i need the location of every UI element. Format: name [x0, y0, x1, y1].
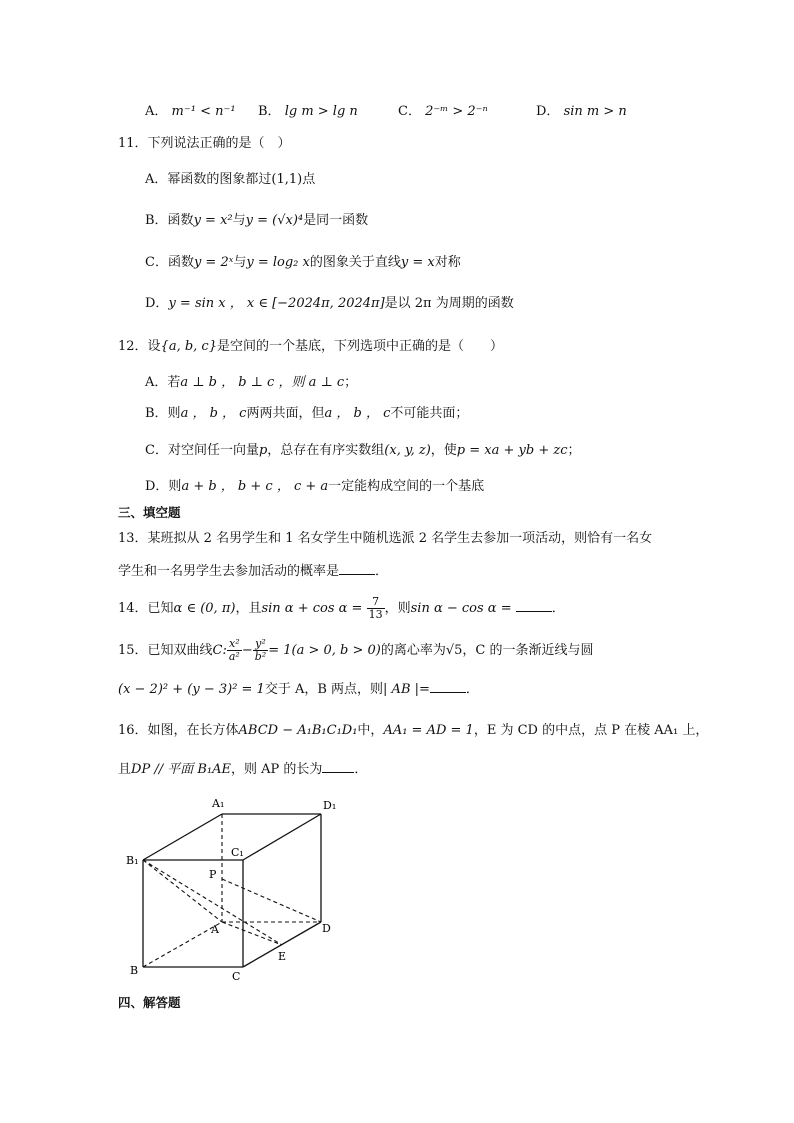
- label-a: A: [211, 923, 219, 936]
- q11-option-b: B．函数y = x²与y = (√x)⁴是同一函数: [145, 213, 369, 228]
- cuboid-figure: [118, 792, 358, 984]
- q13-answer-blank[interactable]: [339, 562, 375, 575]
- label-c: C: [232, 970, 241, 983]
- q10-option-b: B． lg m > lg n: [258, 104, 358, 119]
- q14: 14．已知α ∈ (0, π)，且sin α + cos α = $\frac{7}{13}$ ，则sin α − cos α = ．: [118, 595, 565, 621]
- q14-answer-blank[interactable]: [516, 599, 552, 612]
- q13-line2: 学生和一名男学生去参加活动的概率是 ．: [118, 564, 389, 579]
- q12-option-d: D．则a + b ， b + c ， c + a一定能构成空间的一个基底: [145, 479, 485, 494]
- q10-option-c: C． 2⁻ᵐ > 2⁻ⁿ: [398, 104, 488, 119]
- q12-option-c: C．对空间任一向量p，总存在有序实数组(x, y, z)，使p = xa + yb + zc；: [145, 443, 581, 458]
- q11-option-a: A．幂函数的图象都过(1,1)点: [145, 172, 316, 187]
- q10-option-d: D． sin m > n: [536, 104, 627, 119]
- q12-stem: 12．设{a, b, c}是空间的一个基底，下列选项中正确的是（ ）: [118, 339, 503, 354]
- q12-option-b: B．则a ， b ， c两两共面，但a ， b ， c不可能共面；: [145, 406, 469, 421]
- label-b: B: [130, 964, 139, 977]
- q16-answer-blank[interactable]: [322, 760, 354, 773]
- q15-line2: (x − 2)² + (y − 3)² = 1交于 A，B 两点，则| AB |= ．: [118, 682, 479, 697]
- segment-p-d: [222, 879, 321, 922]
- section-heading-fill-in: 三、填空题: [118, 505, 181, 520]
- label-e: E: [278, 950, 287, 963]
- edge-d1-c1: [243, 814, 321, 860]
- q11-option-c: C．函数y = 2ˣ与y = log₂ x的图象关于直线y = x对称: [145, 255, 461, 270]
- q11-option-d: D．y = sin x ， x ∈ [−2024π, 2024π]是以 2π 为周期的函数: [145, 296, 514, 311]
- label-c1: C₁: [231, 846, 244, 859]
- edge-b1-a1: [143, 814, 222, 860]
- label-p: P: [209, 868, 217, 881]
- q15-fraction-y: $\frac{\text{y²}}{\text{b²}}$: [254, 637, 267, 663]
- q12-option-a: A．若a ⊥ b ， b ⊥ c ，则 a ⊥ c；: [145, 375, 358, 390]
- q15-fraction-x: $\frac{\text{x²}}{\text{a²}}$: [228, 637, 240, 663]
- segment-a-e: [222, 922, 282, 945]
- q16-line2: 且DP // 平面 B₁AE，则 AP 的长为 ．: [118, 762, 368, 777]
- label-a1: A₁: [212, 797, 225, 810]
- label-d1: D₁: [323, 799, 337, 812]
- section-heading-problems: 四、解答题: [118, 995, 181, 1010]
- q15-line1: 15．已知双曲线C: $\frac{\text{x²}}{\text{a²}}$ − $\frac{\text{y²}}{\text{b²}}$ = 1(a > 0, b > 0)的离心率为√5，C 的一条渐近线与圆: [118, 637, 594, 663]
- q11-stem: 11．下列说法正确的是（ ）: [118, 136, 291, 151]
- q10-option-a: A． m⁻¹ < n⁻¹: [145, 104, 236, 119]
- label-d: D: [322, 922, 331, 935]
- label-b1: B₁: [126, 854, 139, 867]
- q14-fraction: $\frac{7}{13}$: [368, 595, 383, 621]
- q15-answer-blank[interactable]: [430, 680, 466, 693]
- q13-line1: 13．某班拟从 2 名男学生和 1 名女学生中随机选派 2 名学生去参加一项活动，则恰有一名女: [118, 531, 653, 546]
- q16-line1: 16．如图，在长方体ABCD − A₁B₁C₁D₁中，AA₁ = AD = 1，E 为 CD 的中点，点 P 在棱 AA₁ 上，: [118, 723, 709, 738]
